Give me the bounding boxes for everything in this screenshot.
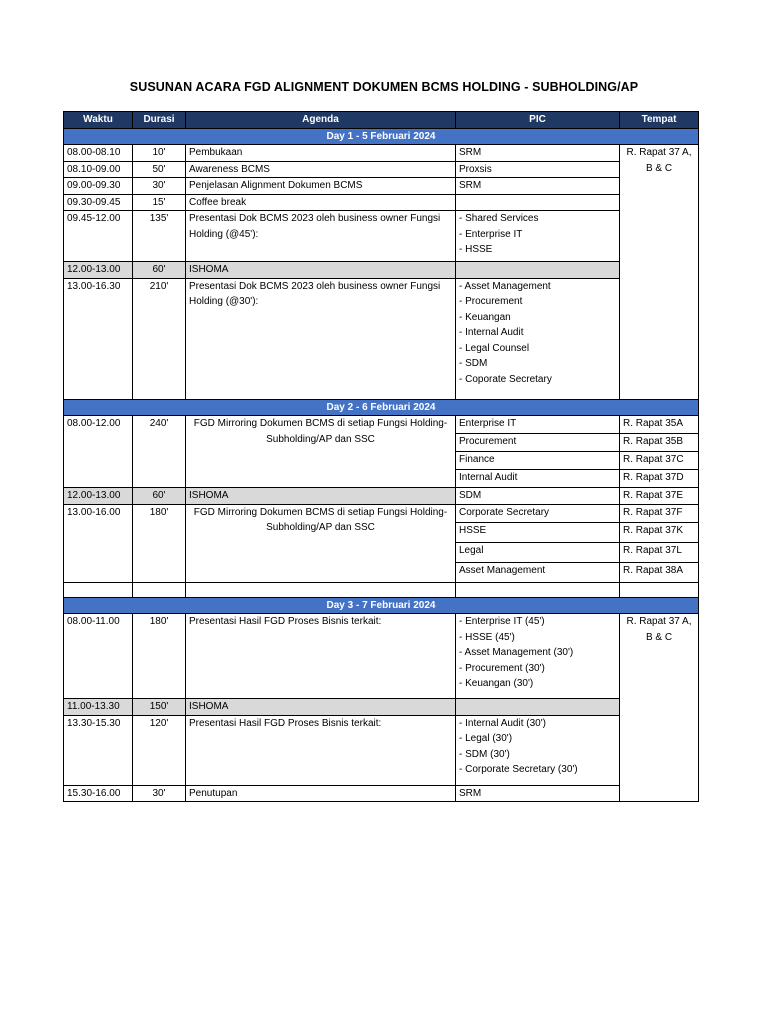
duration-cell: 30' (133, 785, 186, 802)
empty-cell (186, 582, 456, 597)
time-cell: 08.00-12.00 (64, 416, 133, 488)
pic-cell: - Asset Management - Procurement - Keuangan - Internal Audit - Legal Counsel - SDM - Coporate Secretary (456, 278, 620, 399)
agenda-cell: Presentasi Hasil FGD Proses Bisnis terkait: (186, 614, 456, 699)
empty-cell (620, 582, 699, 597)
time-cell: 09.45-12.00 (64, 211, 133, 262)
pic-cell: SRM (456, 785, 620, 802)
venue-cell: R. Rapat 37E (620, 488, 699, 505)
duration-cell: 50' (133, 161, 186, 178)
table-row (64, 278, 699, 399)
schedule-table (63, 111, 699, 802)
duration-cell: 120' (133, 715, 186, 785)
time-cell: 13.00-16.00 (64, 504, 133, 582)
duration-cell: 60' (133, 488, 186, 505)
duration-cell: 240' (133, 416, 186, 488)
pic-cell: Finance (456, 452, 620, 470)
agenda-cell: ISHOMA (186, 488, 456, 505)
agenda-cell: Awareness BCMS (186, 161, 456, 178)
agenda-cell: Presentasi Dok BCMS 2023 oleh business owner Fungsi Holding (@30'): (186, 278, 456, 399)
pic-cell: Legal (456, 542, 620, 562)
day1-header (64, 128, 699, 145)
duration-cell: 180' (133, 504, 186, 582)
pic-cell: - Enterprise IT (45') - HSSE (45') - Asset Management (30') - Procurement (30') - Keuangan (30') (456, 614, 620, 699)
table-row (64, 614, 699, 699)
header-row (64, 112, 699, 129)
duration-cell: 210' (133, 278, 186, 399)
pic-cell: Proxsis (456, 161, 620, 178)
day1-header-label: Day 1 - 5 Februari 2024 (64, 128, 699, 145)
agenda-cell: FGD Mirroring Dokumen BCMS di setiap Fungsi Holding-Subholding/AP dan SSC (186, 416, 456, 488)
day2-header-label: Day 2 - 6 Februari 2024 (64, 399, 699, 416)
agenda-cell: Coffee break (186, 194, 456, 211)
empty-cell (64, 582, 133, 597)
pic-cell: HSSE (456, 522, 620, 542)
venue-cell: R. Rapat 37C (620, 452, 699, 470)
spacer-row (64, 582, 699, 597)
pic-cell: SDM (456, 488, 620, 505)
duration-cell: 180' (133, 614, 186, 699)
duration-cell: 10' (133, 145, 186, 162)
venue-cell: R. Rapat 37F (620, 504, 699, 522)
day2-header (64, 399, 699, 416)
agenda-cell: Penutupan (186, 785, 456, 802)
header-agenda: Agenda (186, 112, 456, 129)
time-cell: 13.30-15.30 (64, 715, 133, 785)
time-cell: 12.00-13.00 (64, 488, 133, 505)
table-row (64, 194, 699, 211)
pic-cell: Enterprise IT (456, 416, 620, 434)
time-cell: 15.30-16.00 (64, 785, 133, 802)
time-cell: 13.00-16.30 (64, 278, 133, 399)
table-row (64, 145, 699, 162)
day3-header-label: Day 3 - 7 Februari 2024 (64, 597, 699, 614)
agenda-cell: Pembukaan (186, 145, 456, 162)
pic-cell: - Shared Services - Enterprise IT - HSSE (456, 211, 620, 262)
day3-header (64, 597, 699, 614)
venue-cell: R. Rapat 37 A, B & C (620, 145, 699, 400)
venue-cell: R. Rapat 38A (620, 562, 699, 582)
schedule-body (64, 128, 699, 802)
agenda-cell: Presentasi Dok BCMS 2023 oleh business owner Fungsi Holding (@45'): (186, 211, 456, 262)
pic-cell: Internal Audit (456, 470, 620, 488)
pic-cell: SRM (456, 178, 620, 195)
table-row (64, 416, 699, 434)
table-row (64, 488, 699, 505)
agenda-cell: Presentasi Hasil FGD Proses Bisnis terkait: (186, 715, 456, 785)
empty-cell (456, 582, 620, 597)
time-cell: 08.00-11.00 (64, 614, 133, 699)
document-title: SUSUNAN ACARA FGD ALIGNMENT DOKUMEN BCMS HOLDING - SUBHOLDING/AP (129, 80, 639, 94)
pic-cell (456, 262, 620, 279)
header-waktu: Waktu (64, 112, 133, 129)
agenda-cell: ISHOMA (186, 262, 456, 279)
empty-cell (133, 582, 186, 597)
header-pic: PIC (456, 112, 620, 129)
venue-cell: R. Rapat 37 A, B & C (620, 614, 699, 802)
time-cell: 09.00-09.30 (64, 178, 133, 195)
table-row (64, 504, 699, 522)
header-durasi: Durasi (133, 112, 186, 129)
table-row (64, 161, 699, 178)
duration-cell: 60' (133, 262, 186, 279)
table-row (64, 699, 699, 716)
time-cell: 12.00-13.00 (64, 262, 133, 279)
venue-cell: R. Rapat 37D (620, 470, 699, 488)
duration-cell: 30' (133, 178, 186, 195)
pic-cell: Asset Management (456, 562, 620, 582)
pic-cell (456, 194, 620, 211)
header-tempat: Tempat (620, 112, 699, 129)
time-cell: 08.00-08.10 (64, 145, 133, 162)
venue-cell: R. Rapat 37L (620, 542, 699, 562)
duration-cell: 15' (133, 194, 186, 211)
venue-cell: R. Rapat 35B (620, 434, 699, 452)
time-cell: 11.00-13.30 (64, 699, 133, 716)
pic-cell: Corporate Secretary (456, 504, 620, 522)
agenda-cell: ISHOMA (186, 699, 456, 716)
pic-cell (456, 699, 620, 716)
table-row (64, 178, 699, 195)
duration-cell: 135' (133, 211, 186, 262)
agenda-cell: Penjelasan Alignment Dokumen BCMS (186, 178, 456, 195)
time-cell: 08.10-09.00 (64, 161, 133, 178)
table-row (64, 715, 699, 785)
pic-cell: Procurement (456, 434, 620, 452)
venue-cell: R. Rapat 37K (620, 522, 699, 542)
table-row (64, 262, 699, 279)
agenda-cell: FGD Mirroring Dokumen BCMS di setiap Fungsi Holding-Subholding/AP dan SSC (186, 504, 456, 582)
venue-cell: R. Rapat 35A (620, 416, 699, 434)
table-row (64, 785, 699, 802)
pic-cell: - Internal Audit (30') - Legal (30') - SDM (30') - Corporate Secretary (30') (456, 715, 620, 785)
time-cell: 09.30-09.45 (64, 194, 133, 211)
duration-cell: 150' (133, 699, 186, 716)
pic-cell: SRM (456, 145, 620, 162)
table-row (64, 211, 699, 262)
